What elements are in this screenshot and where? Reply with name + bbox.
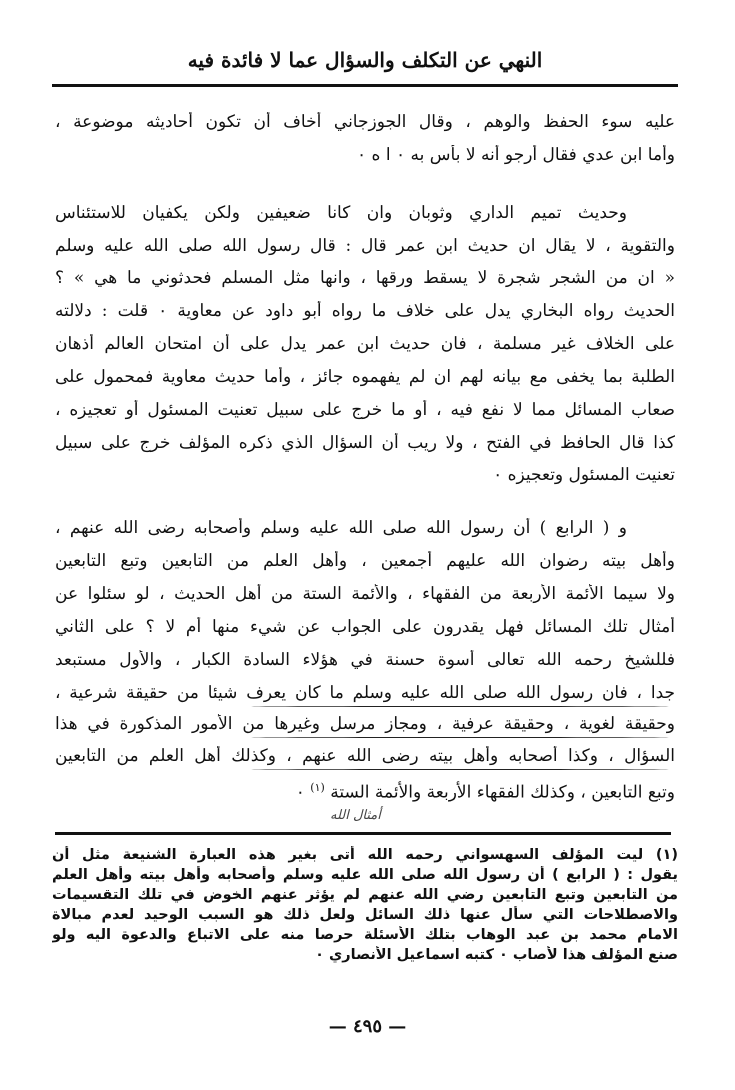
body-line-16: فللشيخ رحمه الله تعالى أسوة حسنة في هؤلاء السادة الكبار ، والأول مستبعد [55,650,675,670]
body-line-20 [55,778,675,803]
footnote-line-4: والاصطلاحات التي سأل عنها ذلك السائل ولعل ذلك هو السبب الوحيد لعدم مبالاة [52,907,678,923]
page-number: — ٤٩٥ — [328,1016,407,1037]
handwritten-underline [250,769,670,770]
body-line-18: وحقيقة لغوية ، وحقيقة عرفية ، ومجاز مرسل وغيرها من الأمور المذكورة في هذا [55,714,675,734]
footnote-line-3: من التابعين وتبع التابعين رضي الله عنهم لم يؤثر عنهم الخوض في تلك التقسيمات [52,887,678,903]
body-line-8: الطلبة بما يخفى مع بيانه لهم ان لم يفهموه جائز ، وأما حديث معاوية فمحمول على [55,367,675,387]
footnote-line-6: صنع المؤلف هذا لأصاب ٠ كتبه اسماعيل الأنصاري ٠ [315,947,678,963]
body-line-20-text: وتبع التابعين ، وكذلك الفقهاء الأربعة والأئمة الستة [330,782,675,803]
footnote-line-2: يقول : ( الرابع ) أن رسول الله صلى الله عليه وسلم وأصحابه وأهل بيته وأهل العلم [52,867,678,883]
body-line-10: كذا قال الحافظ في الفتح ، ولا ريب أن السؤال الذي ذكره المؤلف خرج على سبيل [55,433,675,453]
body-line-13: وأهل بيته رضوان الله عليهم أجمعين ، وأهل العلم من التابعين وتبع التابعين [55,551,675,571]
body-line-1: عليه سوء الحفظ والوهم ، وقال الجوزجاني أخاف أن تكون أحاديثه موضوعة ، [55,112,675,132]
body-line-12: و ( الرابع ) أن رسول الله صلى الله عليه وسلم وأصحابه رضى الله عنهم ، [55,518,627,538]
body-line-9: صعاب المسائل مما لا نفع فيه ، أو ما خرج على سبيل تعنيت المسئول أو تعجيزه ، [55,400,675,420]
handwritten-underline [250,706,670,707]
body-line-5: « ان من الشجر شجرة لا يسقط ورقها ، وانها مثل المسلم فحدثوني ما هي » ؟ [55,268,675,288]
footnote-line-5: الامام محمد بن عبد الوهاب بتلك الأسئلة حرصا منه على الاتباع والدعوة اليه ولو [52,927,678,943]
body-line-15: أمثال تلك المسائل فهل يقدرون على الجواب عن شيء منها أم لا ؟ على الثاني [55,617,675,637]
body-line-4: والتقوية ، لا يقال ان حديث ابن عمر قال : قال رسول الله صلى الله عليه وسلم [55,236,675,256]
body-line-11: تعنيت المسئول وتعجيزه ٠ [493,465,675,485]
period-mark: ٠ [295,782,305,803]
header-rule [52,84,678,87]
footnote-ref: (١) [310,781,325,794]
body-line-17: جدا ، فان رسول الله صلى الله عليه وسلم ما كان يعرف شيئا من حقيقة شرعية ، [55,683,675,703]
footnote-line-1: (١) ليت المؤلف السهسواني رحمه الله أتى بغير هذه العبارة الشنيعة مثل أن [52,847,678,863]
handwritten-underline [250,737,670,738]
footnote-rule [55,832,671,835]
running-header: النهي عن التكلف والسؤال عما لا فائدة فيه [187,48,543,72]
body-line-14: ولا سيما الأئمة الأربعة من الفقهاء ، والأئمة الستة من أهل الحديث ، لو سئلوا عن [55,584,675,604]
body-line-2: وأما ابن عدي فقال أرجو أنه لا بأس به ٠ ا ه ٠ [357,145,675,165]
handwritten-margin-note: أمثال الله [330,808,381,823]
body-line-3: وحديث تميم الداري وثوبان وان كانا ضعيفين ولكن يكفيان للاستئناس [55,203,627,223]
body-line-6: الحديث رواه البخاري يدل على خلاف ما رواه أبو داود عن معاوية ٠ قلت : دلالته [55,301,675,321]
body-line-7: على الخلاف غير مسلمة ، فان حديث ابن عمر يدل على أن امتحان العالم أذهان [55,334,675,354]
body-line-19: السؤال ، وكذا أصحابه وأهل بيته رضى الله عنهم ، وكذلك أهل العلم من التابعين [55,746,675,766]
